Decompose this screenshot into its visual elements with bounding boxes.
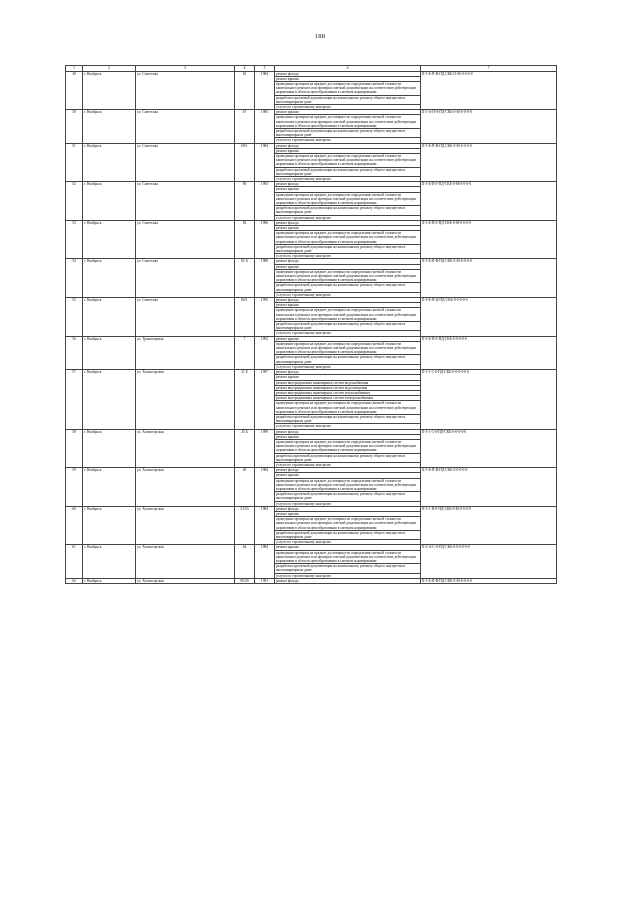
record-work-item: услуги по строительному контролю: [275, 573, 421, 578]
record-work-item: разработка проектной документации на капитальному ремонту общего имущества в многоквартирном доме: [275, 414, 421, 423]
record-work-item: ремонт фасада: [275, 370, 421, 375]
record-house-number: 7: [235, 336, 255, 369]
record-work-item: ремонт фасада: [275, 429, 421, 434]
record-work-item: ремонт крыши: [275, 187, 421, 192]
column-number-header: 2: [83, 66, 136, 72]
record-city: г. Ноябрьск: [83, 259, 136, 298]
record-number: 53: [66, 220, 83, 259]
record-number: 59: [66, 468, 83, 507]
record-number: 49: [66, 71, 83, 110]
record-work-item: разработка проектной документации на капитальному ремонту общего имущества в многоквартирном доме: [275, 453, 421, 462]
record-work-item: разработка проектной документации на капитальному ремонту общего имущества в многоквартирном доме: [275, 167, 421, 176]
record-year: 1984: [255, 506, 275, 545]
record-code: II-5-Б-П-В-ПД-СКБ-0-М-0-0-0-0: [421, 259, 557, 298]
capital-repair-register-table: [65, 65, 557, 584]
record-house-number: 21 Б: [235, 370, 255, 429]
record-code: II-5-1-С-0-ПД-СКБ-0-0-0-0-0: [421, 429, 557, 468]
record-work-item: услуги по строительному контролю: [275, 462, 421, 467]
record-work-item: услуги по строительному контролю: [275, 104, 421, 109]
record-street: ул. Советская: [136, 220, 235, 259]
record-city: г. Ноябрьск: [83, 143, 136, 182]
record-city: г. Ноябрьск: [83, 182, 136, 221]
record-house-number: 63: [235, 71, 255, 110]
record-work-item: ремонт фасада: [275, 220, 421, 225]
record-number: 56: [66, 336, 83, 369]
page-number: 188: [314, 33, 326, 40]
record-year: 1984: [255, 71, 275, 110]
record-year: 1989: [255, 259, 275, 298]
record-code: II-5-Б-П-В-ПД-СКБ-0-М-0-0-0-0: [421, 143, 557, 182]
record-work-item: проведение проверки на предмет достоверности определения сметной стоимости капитального ремонта или проверки сметной документации на соответствие действующим нормативам в области ценообразования в сметном нормировании: [275, 341, 421, 355]
record-number: 62: [66, 578, 83, 583]
record-year: 1997: [255, 370, 275, 429]
record-code: II-5-Б-П-0-ПД-СКБ-0-М-0-0-0-0: [421, 220, 557, 259]
record-work-item: проведение проверки на предмет достоверности определения сметной стоимости капитального ремонта или проверки сметной документации на соответствие действующим нормативам в области ценообразования в сметном нормировании: [275, 550, 421, 564]
record-city: г. Ноябрьск: [83, 506, 136, 545]
record-house-number: 25 Б: [235, 429, 255, 468]
record-work-item: проведение проверки на предмет достоверности определения сметной стоимости капитального ремонта или проверки сметной документации на соответствие действующим нормативам в области ценообразования в сметном нормировании: [275, 153, 421, 167]
record-code: II-5-Б-П-В-ПД-СКБ-0-М-0-0-0-0: [421, 578, 557, 583]
record-work-item: ремонт крыши: [275, 473, 421, 478]
record-work-item: проведение проверки на предмет достоверности определения сметной стоимости капитального ремонта или проверки сметной документации на соответствие действующим нормативам в области ценообразования в сметном нормировании: [275, 401, 421, 415]
column-number-header: 7: [421, 66, 557, 72]
record-work-item: ремонт фасада: [275, 578, 421, 583]
record-number: 55: [66, 298, 83, 337]
record-house-number: 82: [235, 220, 255, 259]
record-work-item: ремонт фасада: [275, 143, 421, 148]
record-code: II-2-А-С-0-ПД-СКБ-0-0-0-0-0-0: [421, 545, 557, 578]
record-work-item: разработка проектной документации на капитальному ремонту общего имущества в многоквартирном доме: [275, 283, 421, 292]
record-house-number: 90/29: [235, 578, 255, 583]
record-work-item: услуги по строительному контролю: [275, 501, 421, 506]
record-work-item: ремонт внутридомовых инженерных систем электроснабжения: [275, 396, 421, 401]
column-number-header: 5: [255, 66, 275, 72]
record-city: г. Ноябрьск: [83, 429, 136, 468]
record-work-item: проведение проверки на предмет достоверности определения сметной стоимости капитального ремонта или проверки сметной документации на соответствие действующим нормативам в области ценообразования в сметном нормировании: [275, 231, 421, 245]
record-work-item: услуги по строительному контролю: [275, 254, 421, 259]
record-work-item: разработка проектной документации на капитальному ремонту общего имущества в многоквартирном доме: [275, 564, 421, 573]
record-house-number: 64: [235, 545, 255, 578]
record-street: ул. Советская: [136, 143, 235, 182]
record-year: 1995: [255, 298, 275, 337]
record-work-item: ремонт внутридомовых инженерных систем водоотведения: [275, 385, 421, 390]
record-number: 57: [66, 370, 83, 429]
record-work-item: проведение проверки на предмет достоверности определения сметной стоимости капитального ремонта или проверки сметной документации на соответствие действующим нормативам в области ценообразования в сметном нормировании: [275, 81, 421, 95]
record-number: 54: [66, 259, 83, 298]
record-city: г. Ноябрьск: [83, 71, 136, 110]
record-city: г. Ноябрьск: [83, 110, 136, 143]
record-street: ул. Советская: [136, 298, 235, 337]
record-work-item: ремонт крыши: [275, 511, 421, 516]
record-year: 1985: [255, 110, 275, 143]
record-street: ул. Холмогорская: [136, 429, 235, 468]
record-code: II-5-1-С-0-ПД-СКБ-0-0-0-0-0-0: [421, 370, 557, 429]
record-work-item: ремонт крыши: [275, 545, 421, 550]
record-work-item: ремонт фасада: [275, 468, 421, 473]
record-work-item: разработка проектной документации на капитальному ремонту общего имущества в многоквартирном доме: [275, 244, 421, 253]
record-city: г. Ноябрьск: [83, 220, 136, 259]
record-work-item: ремонт крыши: [275, 76, 421, 81]
record-city: г. Ноябрьск: [83, 298, 136, 337]
record-work-item: ремонт крыши: [275, 110, 421, 115]
record-street: ул. Холмогорская: [136, 506, 235, 545]
record-work-item: ремонт фасада: [275, 298, 421, 303]
record-street: ул. Холмогорская: [136, 578, 235, 583]
record-year: 1984: [255, 468, 275, 507]
record-year: 1992: [255, 336, 275, 369]
column-number-header: 3: [136, 66, 235, 72]
record-work-item: ремонт крыши: [275, 336, 421, 341]
record-number: 60: [66, 506, 83, 545]
record-work-item: услуги по строительному контролю: [275, 176, 421, 181]
record-work-item: проведение проверки на предмет достоверности определения сметной стоимости капитального ремонта или проверки сметной документации на соответствие действующим нормативам в области ценообразования в сметном нормировании: [275, 308, 421, 322]
record-house-number: 67: [235, 110, 255, 143]
record-house-number: 69: [235, 182, 255, 221]
record-house-number: 83 А: [235, 259, 255, 298]
record-code: II-5-Б-П-В-ПД-СКБ-0-0-0-0-0: [421, 468, 557, 507]
record-house-number: 86/1: [235, 298, 255, 337]
record-work-item: разработка проектной документации на капитальному ремонту общего имущества в многоквартирном доме: [275, 95, 421, 104]
record-code: II-5-Б-П-В-ПД-СКБ-О-М-0-0-0-0: [421, 71, 557, 110]
record-work-item: ремонт крыши: [275, 434, 421, 439]
column-number-header: 6: [275, 66, 421, 72]
record-work-item: разработка проектной документации на капитальному ремонту общего имущества в многоквартирном доме: [275, 355, 421, 364]
record-year: 1993: [255, 182, 275, 221]
record-work-item: услуги по строительному контролю: [275, 215, 421, 220]
record-work-item: ремонт фасада: [275, 182, 421, 187]
record-house-number: 69/1: [235, 143, 255, 182]
record-code: II-5-1-П-0-ПД-СКБ-0-М-0-0-0-0: [421, 506, 557, 545]
record-work-item: ремонт фасада: [275, 506, 421, 511]
record-year: 1999: [255, 429, 275, 468]
record-work-item: ремонт фасада: [275, 71, 421, 76]
record-work-item: ремонт крыши: [275, 264, 421, 269]
record-work-item: ремонт внутридомовых инженерных систем теплоснабжения: [275, 390, 421, 395]
register-body: [66, 71, 557, 584]
record-street: ул. Холмогорская: [136, 370, 235, 429]
record-city: г. Ноябрьск: [83, 468, 136, 507]
column-number-header: 4: [235, 66, 255, 72]
record-work-item: услуги по строительному контролю: [275, 138, 421, 143]
record-work-item: услуги по строительному контролю: [275, 540, 421, 545]
record-work-item: разработка проектной документации на капитальному ремонту общего имущества в многоквартирном доме: [275, 492, 421, 501]
record-number: 51: [66, 143, 83, 182]
record-work-item: ремонт крыши: [275, 226, 421, 231]
record-work-item: разработка проектной документации на капитальному ремонту общего имущества в многоквартирном доме: [275, 322, 421, 331]
record-number: 52: [66, 182, 83, 221]
record-work-item: услуги по строительному контролю: [275, 292, 421, 297]
record-work-item: услуги по строительному контролю: [275, 331, 421, 336]
record-city: г. Ноябрьск: [83, 578, 136, 583]
record-house-number: 49: [235, 468, 255, 507]
record-year: 1996: [255, 220, 275, 259]
record-street: ул. Холмогорская: [136, 468, 235, 507]
record-street: ул. Холмогорская: [136, 545, 235, 578]
record-number: 58: [66, 429, 83, 468]
record-number: 50: [66, 110, 83, 143]
record-work-item: ремонт крыши: [275, 375, 421, 380]
record-street: ул. Советская: [136, 71, 235, 110]
record-code: II-9-Б-П-Ц-ПД-СКБ-0-0-0-0-0: [421, 298, 557, 337]
record-city: г. Ноябрьск: [83, 545, 136, 578]
record-street: ул. Транспортная: [136, 336, 235, 369]
record-house-number: 51/53: [235, 506, 255, 545]
record-work-item: разработка проектной документации на капитальному ремонту общего имущества в многоквартирном доме: [275, 206, 421, 215]
record-street: ул. Советская: [136, 259, 235, 298]
record-year: 1991: [255, 578, 275, 583]
record-work-item: услуги по строительному контролю: [275, 424, 421, 429]
record-year: 1984: [255, 143, 275, 182]
record-work-item: проведение проверки на предмет достоверности определения сметной стоимости капитального ремонта или проверки сметной документации на соответствие действующим нормативам в области ценообразования в сметном нормировании: [275, 115, 421, 129]
record-street: ул. Советская: [136, 182, 235, 221]
record-street: ул. Советская: [136, 110, 235, 143]
record-code: II-5-А-П-0-ПД-СКБ-0-М-0-0-0-0: [421, 110, 557, 143]
record-year: 1984: [255, 545, 275, 578]
record-city: г. Ноябрьск: [83, 336, 136, 369]
record-city: г. Ноябрьск: [83, 370, 136, 429]
record-row: [66, 578, 557, 583]
column-number-header: 1: [66, 66, 83, 72]
record-work-item: проведение проверки на предмет достоверности определения сметной стоимости капитального ремонта или проверки сметной документации на соответствие действующим нормативам в области ценообразования в сметном нормировании: [275, 439, 421, 453]
record-work-item: проведение проверки на предмет достоверности определения сметной стоимости капитального ремонта или проверки сметной документации на соответствие действующим нормативам в области ценообразования в сметном нормировании: [275, 517, 421, 531]
record-work-item: ремонт крыши: [275, 148, 421, 153]
record-work-item: проведение проверки на предмет достоверности определения сметной стоимости капитального ремонта или проверки сметной документации на соответствие действующим нормативам в области ценообразования в сметном нормировании: [275, 478, 421, 492]
record-code: II-9-Б-П-0-ПД-СКБ-0-0-0-0-0: [421, 336, 557, 369]
record-work-item: ремонт крыши: [275, 303, 421, 308]
record-work-item: проведение проверки на предмет достоверности определения сметной стоимости капитального ремонта или проверки сметной документации на соответствие действующим нормативам в области ценообразования в сметном нормировании: [275, 269, 421, 283]
record-code: II-5-Б-П-0-ПД-СКБ-0-М-0-0-0-0: [421, 182, 557, 221]
record-work-item: разработка проектной документации на капитальному ремонту общего имущества в многоквартирном доме: [275, 530, 421, 539]
record-work-item: ремонт фасада: [275, 259, 421, 264]
record-work-item: проведение проверки на предмет достоверности определения сметной стоимости капитального ремонта или проверки сметной документации на соответствие действующим нормативам в области ценообразования в сметном нормировании: [275, 192, 421, 206]
record-work-item: разработка проектной документации на капитальному ремонту общего имущества в многоквартирном доме: [275, 128, 421, 137]
record-work-item: услуги по строительному контролю: [275, 364, 421, 369]
record-number: 61: [66, 545, 83, 578]
record-work-item: ремонт внутридомовых инженерных систем водоснабжения: [275, 380, 421, 385]
